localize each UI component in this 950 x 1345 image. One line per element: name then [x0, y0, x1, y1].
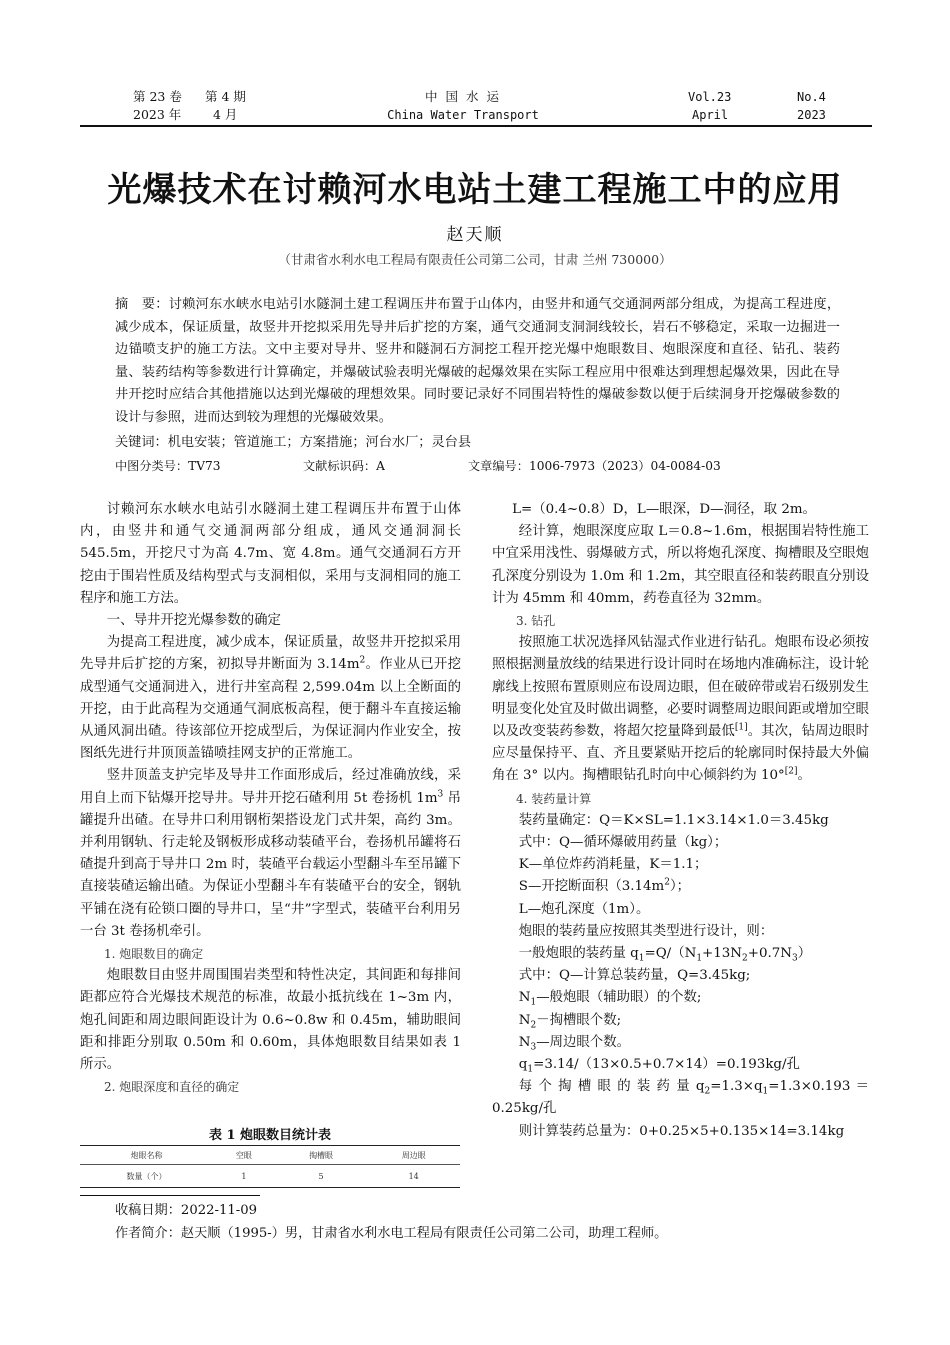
article-value: 1006-7973（2023）04-0084-03	[528, 459, 721, 473]
header-vol-en: Vol.23	[688, 90, 732, 104]
table-header: 空眼	[213, 1146, 275, 1165]
table-cell: 1	[213, 1165, 275, 1188]
body-paragraph: 为提高工程进度，减少成本，保证质量，故竖井开挖拟采用先导井后扩挖的方案，初拟导井断面为 $3.14m^2$。作业从已开挖成型通气交通洞进入，进行井室高程 2,599.04m 以上全断面的开挖，由于此高程为交通通气洞底板高程，便于翻斗车直接运输从通风洞出碴。待该部位开挖成型后，为保证洞内作业安全，按图纸先进行井顶顶盖锚喷挂网支护的正常施工。	[80, 635, 461, 762]
clc-number	[115, 457, 221, 475]
abstract-text: 讨赖河东水峡水电站引水隧洞土建工程调压井布置于山体内，由竖井和通气交通洞两部分组成，为提高工程进度，减少成本，保证质量，故竖井开挖拟采用先导井后扩挖的方案，通气交通洞支洞洞线较长，岩石不够稳定，采取一边掘进一边锚喷支护的施工方法。文中主要对导井、竖井和隧洞石方洞挖工程开挖光爆中炮眼数目、炮眼深度和直径、钻孔、装药量、装药结构等参数进行计算确定，并爆破试验表明光爆破的起爆效果在实际工程应用中很难达到理想起爆效果，因此在导井开挖时应结合其他措施以达到光爆破的理想效果。同时要记录好不同围岩特性的爆破参数以便于后续洞身开挖爆破参数的设计与参照，进而达到较为理想的光爆破效果。	[115, 297, 841, 425]
body-paragraph: 讨赖河东水峡水电站引水隧洞土建工程调压井布置于山体内，由竖井和通气交通洞两部分组成，通风交通洞洞长545.5m，开挖尺寸为高 4.7m、宽 4.8m。通气交通洞石方开挖由于围岩性质及结构型式与支洞相似，采用与支洞相同的施工程序和施工方法。	[80, 502, 461, 606]
table-header: 周边眼	[367, 1146, 460, 1165]
doc-value: A	[376, 459, 385, 473]
equation-line: 则计算装药总量为：0+0.25×5+0.135×14=3.14kg	[518, 1123, 845, 1139]
body-paragraph: 按照施工状况选择风钻湿式作业进行钻孔。炮眼布设必须按照根据测量放线的结果进行设计同时在场地内准确标注，设计轮廓线上按照布置原则应布设周边眼，但在破碎带或岩石级别发生明显变化处宜及时做出调整，必要时调整周边眼间距或增加空眼以及改变装药参数，将超欠挖量降到最低[1]。其次，钻周边眼时应尽量保持平、直、齐且要紧贴开挖后的轮廓同时保持最大外偏角在 3° 以内。掏槽眼钻孔时向中心倾斜约为 10°[2]。	[492, 635, 870, 784]
header-rule	[80, 125, 872, 127]
doc-label: 文献标识码：	[303, 459, 377, 473]
document-code	[303, 457, 385, 475]
equation-line: 式中：Q—计算总装药量，Q=3.45kg;	[518, 968, 751, 984]
article-author: 赵天顺	[446, 225, 504, 245]
body-paragraph: L=（0.4~0.8）D，L—眼深，D—洞径，取 2m。	[512, 502, 816, 517]
keywords	[115, 432, 471, 454]
keywords-text: 机电安装；管道施工；方案措施；河台水厂；灵台县	[167, 435, 472, 450]
right-column	[492, 499, 869, 1143]
header-year: 2023 年	[133, 107, 182, 122]
header-year-en: 2023	[797, 108, 826, 122]
subsection-heading: 4. 装药量计算	[516, 791, 592, 806]
header-journal-en: China Water Transport	[387, 108, 539, 122]
table-header: 掏槽眼	[275, 1146, 368, 1165]
header-month: 4 月	[213, 107, 238, 122]
equation-line: $N_3—$周边眼个数。	[518, 1034, 630, 1053]
equation-line: 一般炮眼的装药量 $q_1=Q/(N_1+13N_2+0.7N_3)$	[518, 946, 812, 964]
abstract-label: 摘 要：	[115, 297, 169, 312]
subsection-heading: 2. 炮眼深度和直径的确定	[104, 1080, 240, 1095]
left-column	[80, 499, 461, 1098]
clc-label: 中图分类号：	[115, 459, 189, 473]
table-cell: 数量（个）	[80, 1165, 213, 1188]
article-label: 文章编号：	[468, 459, 529, 473]
equation-line: 式中：Q—循环爆破用药量（kg）；	[518, 835, 728, 851]
table-blasthole-count	[80, 1145, 460, 1188]
equation-line: 装药量确定：Q＝K×SL=1.1×3.14×1.0＝3.45kg	[518, 812, 829, 828]
equation-line: 每 个 掏 槽 眼 的 装 药 量 $q_2=1.3\times q_1=1.3\times 0.193 = 0.25kg/$孔	[492, 1079, 869, 1117]
subsection-heading: 3. 钻孔	[516, 614, 556, 629]
section-heading: 一、导井开挖光爆参数的确定	[106, 613, 281, 629]
received-date: 收稿日期：2022-11-09	[115, 1203, 257, 1218]
table-title: 表 1 炮眼数目统计表	[208, 1128, 332, 1143]
article-title: 光爆技术在讨赖河水电站土建工程施工中的应用	[107, 170, 843, 210]
author-affiliation: （甘肃省水利水电工程局有限责任公司第二公司，甘肃 兰州 730000）	[278, 252, 672, 267]
footnote-rule	[80, 1195, 260, 1196]
table-header: 炮眼名称	[80, 1146, 213, 1165]
header-no-en: No.4	[797, 90, 826, 104]
equation-line: $N_2-$掏槽眼个数;	[518, 1012, 622, 1031]
table-cell: 5	[275, 1165, 368, 1188]
equation-line: $N_1—$般炮眼（辅助眼）的个数;	[518, 990, 702, 1009]
article-number	[468, 457, 721, 475]
body-paragraph: 竖井顶盖支护完毕及导井工作面形成后，经过准确放线，采用自上而下钻爆开挖导井。导井开挖石碴利用 5t 卷扬机 $1m^3$ 吊罐提升出碴。在导井口利用钢桁架搭设龙门式井架，高约 3m。并利用钢轨、行走轮及钢板形成移动装碴平台，卷扬机吊罐将石碴提升到高于导井口 2m 时，装碴平台载运小型翻斗车至吊罐下直接装碴运输出碴。为保证小型翻斗车有装碴平台的安全，钢轨平铺在浇有砼锁口圈的导井口，呈“井”字型式，装碴平台利用另一台 3t 卷扬机牵引。	[80, 768, 461, 939]
abstract	[115, 294, 840, 430]
equation-line: 炮眼的装药量应按照其类型进行设计，则：	[518, 923, 774, 939]
equation-line: L—炮孔深度（1m）。	[518, 901, 650, 917]
header-issue: 第 4 期	[205, 89, 246, 104]
header-volume: 第 23 卷	[133, 89, 182, 104]
keywords-label: 关键词：	[115, 435, 168, 450]
body-paragraph: 经计算，炮眼深度应取 L＝0.8~1.6m，根据围岩特性施工中宜采用浅性、弱爆破方式，所以将炮孔深度、掏槽眼及空眼炮孔深度分别设为 1.0m 和 1.2m，其空眼直径和装药眼直分别设计为 45mm 和 40mm，药卷直径为 32mm。	[492, 524, 869, 606]
table-cell: 14	[367, 1165, 460, 1188]
author-bio: 作者简介：赵天顺（1995-）男，甘肃省水利水电工程局有限责任公司第二公司，助理工程师。	[115, 1226, 668, 1241]
equation-line: $q_1=3.14/(13\times 0.5+0.7\times 14)=0.193kg/$孔	[518, 1057, 800, 1075]
equation-line: S—开挖断面积$(3.14m^2)$；	[518, 877, 691, 895]
header-journal-cn: 中 国 水 运	[425, 89, 501, 104]
body-paragraph: 炮眼数目由竖井周围围岩类型和特性决定，其间距和每排间距都应符合光爆技术规范的标准，故最小抵抗线在 1~3m 内，炮孔间距和周边眼间距设计为 0.6~0.8w 和 0.45m，辅助眼间距和排距分别取 0.50m 和 0.60m，具体炮眼数目结果如表 1 所示。	[80, 968, 461, 1073]
clc-value: TV73	[188, 459, 221, 473]
subsection-heading: 1. 炮眼数目的确定	[104, 947, 204, 962]
header-month-en: April	[692, 108, 729, 122]
equation-line: K—单位炸药消耗量，K＝1.1；	[518, 857, 708, 873]
